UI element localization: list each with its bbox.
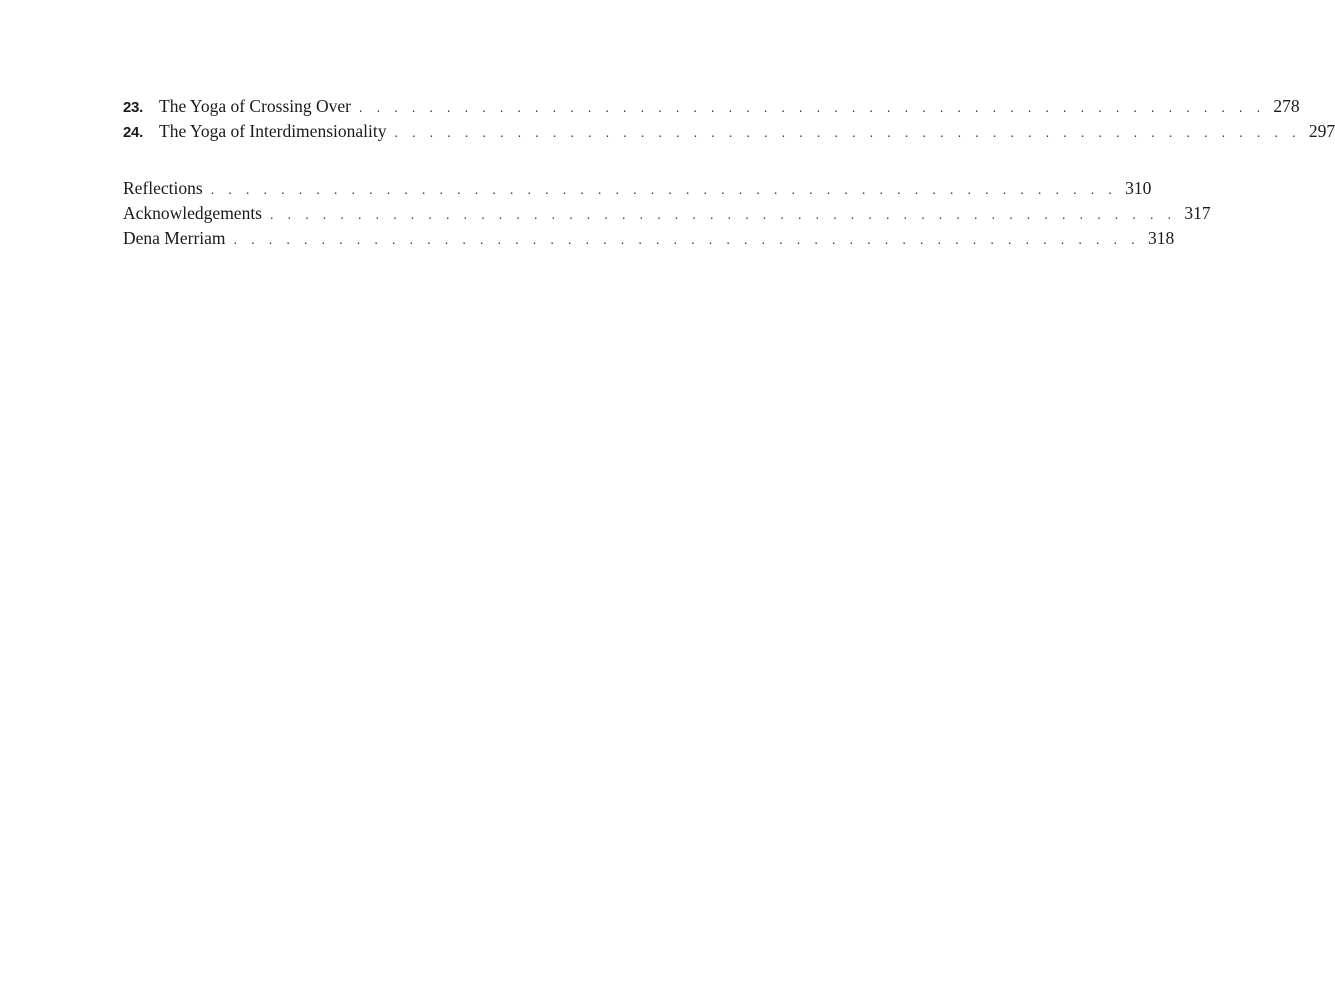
page-number: 310 (1125, 178, 1152, 198)
chapter-title: The Yoga of Crossing Over (159, 96, 352, 116)
toc-entry-reflections[interactable] (123, 176, 1152, 201)
toc-entry-chapter-24[interactable] (123, 119, 1335, 144)
page-number: 297 (1308, 121, 1335, 141)
chapter-list (123, 94, 1335, 144)
back-matter-list (123, 176, 1211, 251)
dot-leader: . . . . . . . . . . . . . . . . . . . . . . . . . . . . . . . . . . . . . . . . . . . . . . . . . . . . (233, 233, 1140, 248)
dot-leader: . . . . . . . . . . . . . . . . . . . . . . . . . . . . . . . . . . . . . . . . . . . . . . . . . . . . (210, 183, 1118, 198)
page-number: 278 (1273, 96, 1300, 116)
chapter-number: 23. (123, 99, 143, 116)
entry-title: Reflections (123, 178, 203, 198)
page-number: 318 (1147, 228, 1175, 248)
chapter-title: The Yoga of Interdimensionality (159, 121, 387, 141)
toc-entry-acknowledgements[interactable] (123, 201, 1211, 226)
page-number: 317 (1184, 203, 1211, 223)
dot-leader: . . . . . . . . . . . . . . . . . . . . . . . . . . . . . . . . . . . . . . . . . . . . . . . . . . . . (394, 126, 1301, 141)
dot-leader: . . . . . . . . . . . . . . . . . . . . . . . . . . . . . . . . . . . . . . . . . . . . . . . . . . . . (359, 101, 1266, 116)
entry-title: Acknowledgements (123, 203, 262, 223)
dot-leader: . . . . . . . . . . . . . . . . . . . . . . . . . . . . . . . . . . . . . . . . . . . . . . . . . . . . (270, 208, 1177, 223)
chapter-number: 24. (123, 124, 143, 141)
toc-entry-dena-merriam[interactable] (123, 226, 1175, 251)
table-of-contents (123, 94, 1335, 251)
entry-title: Dena Merriam (123, 228, 226, 248)
toc-entry-chapter-23[interactable] (123, 94, 1300, 119)
